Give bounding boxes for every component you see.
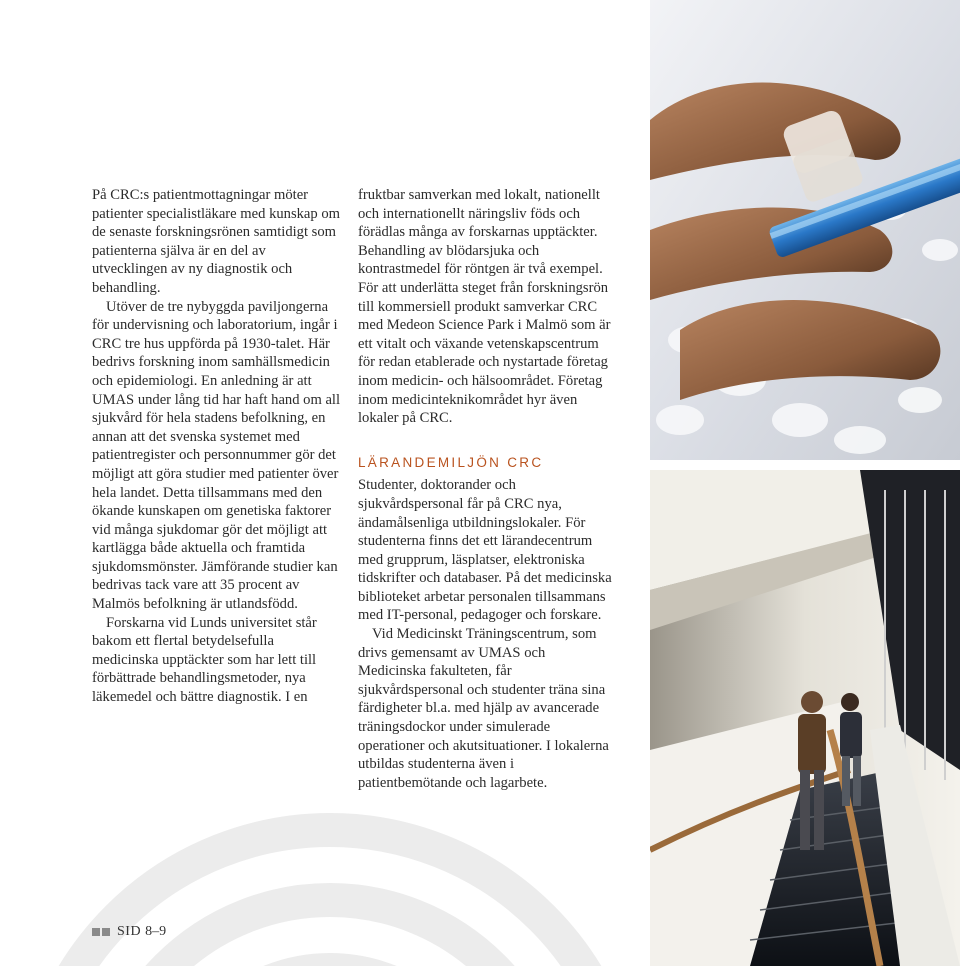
text-column-left bbox=[92, 186, 342, 707]
paragraph: Vid Medicinskt Träningscentrum, som drivs gemensamt av UMAS och Medicinska fakulteten, får sjukvårdspersonal och studenter träna sina färdigheter bl.a. med hjälp av avancerade träningsdockor under simulerade operationer och akutsituationer. I lokalerna utbildas studenterna även i patientbemötande och lagarbete. bbox=[358, 626, 609, 791]
text-column-right bbox=[358, 186, 616, 792]
paragraph: Forskarna vid Lunds universitet står bakom ett flertal betydelsefulla medicinska upptäckter som har lett till förbättrade behandlingsmetoder, nya läkemedel och bättre diagnostik. I en bbox=[92, 614, 317, 706]
footer-label: SID bbox=[117, 924, 142, 939]
page-footer bbox=[92, 924, 166, 940]
square-icon bbox=[92, 928, 100, 936]
paragraph: Utöver de tre nybyggda paviljongerna för undervisning och laboratorium, ingår i CRC tre hus uppförda på 1930-talet. Här bedrivs forskning inom samhällsmedicin och epidemiologi. En anledning är att UMAS under lång tid har haft hand om all sjukvård för hela stadens befolkning, en annan att det svenska systemet med patientregister och personnummer gör det möjligt att göra studier med patienter över hela landet. Detta tillsammans med den ökande kunskapen om genetiska faktorer vid många sjukdomar gör det möjligt att kartlägga både aktuella och framtida sjukdomsmönster. Jämförande studier kan bedrivas tack vare att 35 procent av Malmös befolkning är utlandsfödd. bbox=[92, 298, 341, 613]
square-icon bbox=[102, 928, 110, 936]
staircase-people-photo bbox=[650, 470, 960, 966]
page-numbers: 8–9 bbox=[145, 924, 167, 939]
section-heading: LÄRANDEMILJÖN CRC bbox=[358, 454, 544, 470]
paragraph: fruktbar samverkan med lokalt, nationellt och internationellt näringsliv föds och förädlas många av forskarnas upptäckter. Behandling av blödarsjuka och kontrastmedel för röntgen är två exempel. För att underlätta steget från forskningsrön till kommersiell produkt samverkar CRC med Medeon Science Park i Malmö som är ett vitalt och växande vetenskapscentrum för redan etablerade och nystartade företag inom medicin- och hälsoområdet. Företag inom medicinteknikområdet hyr även lokaler på CRC. bbox=[358, 187, 611, 427]
paragraph: På CRC:s patientmottagningar möter patienter specialistläkare med kunskap om de senaste forskningsrönen samtidigt som patienterna själva är en del av utvecklingen av ny diagnostik och behandling. bbox=[92, 187, 341, 296]
watermark-logo bbox=[0, 800, 650, 966]
hand-holding-test-tube-photo bbox=[650, 0, 960, 460]
paragraph: Studenter, doktorander och sjukvårdspersonal får på CRC nya, ändamålsenliga utbildningslokaler. För studenterna finns det ett lärandecentrum med grupprum, läsplatser, elektroniska tidskrifter och databaser. På det medicinska biblioteket arbetar personalen tillsammans med IT-personal, pedagoger och forskare. bbox=[358, 477, 612, 624]
